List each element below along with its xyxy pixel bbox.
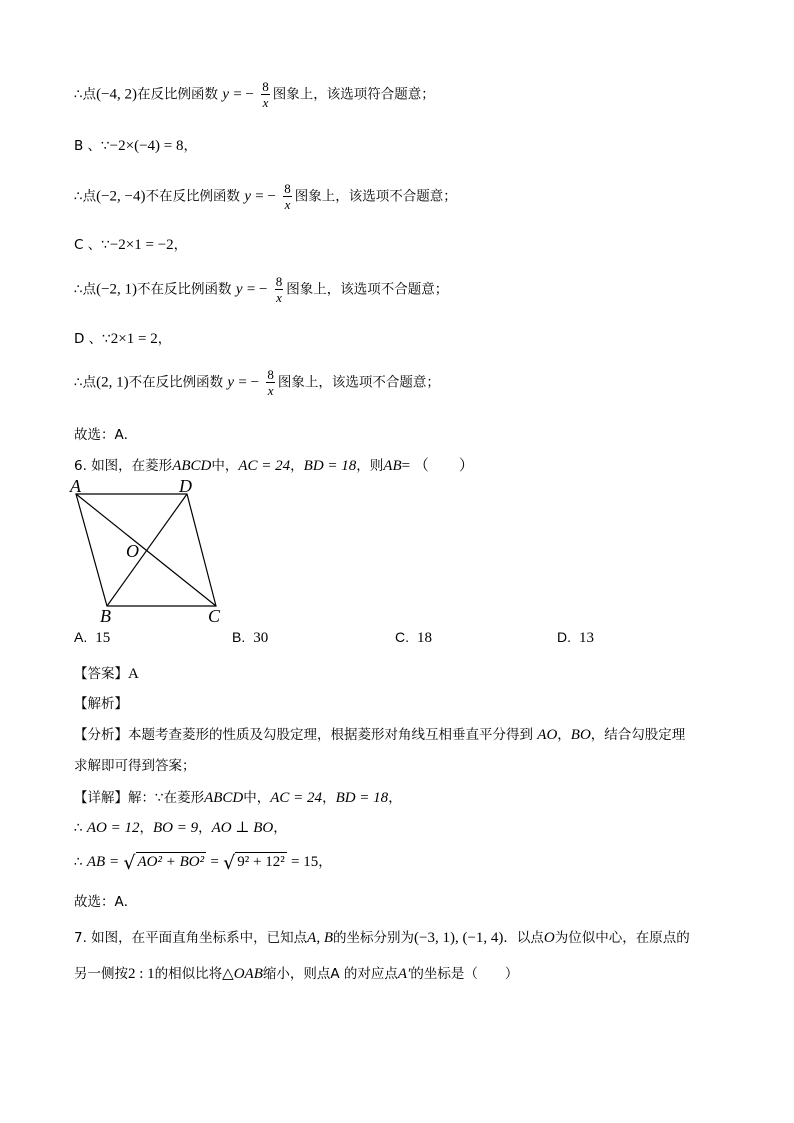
text: ，: [322, 790, 336, 806]
option-d-conclusion: [74, 368, 440, 397]
text: D 、∵: [74, 331, 111, 347]
text: ，: [273, 820, 287, 836]
answer-tag: 【答案】: [74, 666, 128, 682]
text: ，: [198, 820, 212, 836]
text: = （ ）: [401, 458, 474, 474]
text: ，: [183, 138, 197, 154]
text: ∴: [74, 854, 83, 870]
choose-answer-q6: 故选：A．: [74, 894, 138, 910]
text: ，: [557, 727, 571, 743]
option-b-conclusion: [74, 182, 457, 211]
math: ABCD: [204, 790, 244, 806]
fn-eq: = −: [255, 188, 276, 205]
text: 图象上，该选项符合题意；: [272, 86, 435, 103]
text: 不在反比例函数: [137, 281, 232, 298]
rhombus-figure: [66, 476, 236, 624]
option-d-check: [74, 327, 171, 348]
math: AO: [537, 727, 558, 743]
text: 的坐标是（ ）: [410, 966, 519, 982]
text: ，: [290, 458, 304, 474]
label-d: D: [179, 476, 192, 496]
math: BO: [570, 727, 591, 743]
text: 中，: [243, 790, 271, 806]
math: =: [210, 854, 219, 870]
text: 图象上，该选项不合题意；: [277, 374, 440, 391]
fenxi-tag: 【分析】: [74, 727, 128, 743]
question-7-line2: [74, 962, 518, 983]
sqrt-sign: √: [123, 852, 136, 874]
detail-tag: 【详解】: [74, 790, 128, 806]
point: (−2, −4): [96, 188, 146, 205]
math: AC = 24: [270, 790, 323, 806]
math: AB: [383, 458, 402, 474]
text: ∴点: [74, 86, 97, 103]
text: ，: [173, 237, 188, 253]
fn-y: y: [235, 281, 243, 298]
text: ∴点: [74, 188, 97, 205]
text: 图象上，该选项不合题意；: [286, 281, 449, 298]
point: (−4, 2): [96, 86, 138, 103]
math: AO ⊥ BO: [211, 820, 274, 836]
math: = 15: [291, 854, 319, 870]
answer-value: A: [128, 666, 139, 682]
label-c: C: [208, 606, 221, 624]
fenxi-line2: 求解即可得到答案；: [74, 758, 196, 774]
math: A, B: [307, 930, 333, 946]
option-d: D. 13: [557, 629, 594, 646]
text: 中，: [211, 458, 239, 474]
math: BD = 18: [335, 790, 389, 806]
fn-y: y: [244, 188, 251, 205]
option-b: B. 30: [232, 629, 269, 646]
diagonal-bd: [107, 494, 187, 606]
text: 的相似比将: [154, 966, 223, 982]
text: ，则: [356, 458, 384, 474]
step-1: [74, 816, 287, 837]
text: 不在反比例函数: [128, 374, 224, 391]
fraction: $\frac{8}{x}$: [267, 367, 274, 398]
expr: 2×1 = 2: [110, 331, 158, 347]
text: ，: [157, 331, 172, 347]
text: ，结合勾股定理: [590, 727, 686, 743]
expr: −2×(−4) = 8: [109, 138, 184, 154]
fn-y: y: [222, 86, 230, 103]
label-b: B: [100, 606, 111, 624]
option-c: C. 18: [395, 629, 432, 646]
radicand: 9² + 12²: [237, 854, 285, 870]
diagonal-ac: [76, 494, 216, 606]
text: 如图，在菱形: [91, 458, 173, 474]
text: 的坐标分别为: [333, 930, 414, 946]
fenxi-line1: [74, 723, 685, 744]
point: (2, 1): [96, 374, 129, 391]
text: 在反比例函数: [137, 86, 219, 103]
text: ∴点: [74, 374, 97, 391]
detail-line: [74, 786, 402, 807]
math: A′: [397, 966, 411, 982]
text: ，: [388, 790, 402, 806]
fraction: $\frac{8}{x}$: [262, 79, 269, 110]
text: 另一侧按: [74, 966, 128, 982]
option-c-conclusion: [74, 275, 448, 304]
text: ．以点: [503, 930, 544, 946]
fn-eq: = −: [233, 86, 254, 103]
fraction: $\frac{8}{x}$: [275, 274, 283, 305]
text: 7. 如图，在平面直角坐标系中，已知点: [74, 930, 308, 946]
fraction: $\frac{8}{x}$: [284, 181, 291, 212]
math: 2 : 1: [128, 966, 155, 982]
fn-eq: = −: [246, 281, 268, 298]
sqrt-sign: √: [223, 852, 236, 874]
math: AO = 12: [86, 820, 140, 836]
text: 解：∵在菱形: [128, 790, 205, 806]
text: 不在反比例函数: [145, 188, 241, 205]
fn-y: y: [227, 374, 235, 391]
math: AB =: [86, 854, 120, 870]
point: (−2, 1): [96, 281, 138, 298]
question-6: [74, 454, 474, 475]
question-7-line1: [74, 926, 690, 947]
text: ∴: [74, 820, 83, 836]
analysis-tag: 【解析】: [74, 696, 128, 712]
text: 本题考查菱形的性质及勾股定理，根据菱形对角线互相垂直平分得到: [128, 727, 533, 743]
radicand: AO² + BO²: [137, 854, 205, 870]
math: BD = 18: [303, 458, 357, 474]
text: ∴点: [74, 281, 97, 298]
option-c-check: [74, 233, 187, 254]
math: BO = 9: [153, 820, 199, 836]
answer-line: [74, 662, 139, 683]
math: O: [543, 930, 555, 946]
choose-answer-q5: 故选：A．: [74, 427, 138, 443]
text: ，: [318, 854, 332, 870]
label-a: A: [70, 476, 81, 496]
fn-eq: = −: [238, 374, 260, 391]
question-number: 6.: [74, 458, 87, 474]
math: ABCD: [172, 458, 212, 474]
text: ，: [139, 820, 154, 836]
math: AC = 24: [238, 458, 291, 474]
text: B 、∵: [74, 138, 110, 154]
label-o: O: [126, 541, 139, 561]
text: 缩小，则点A 的对应点: [262, 966, 398, 982]
text: 图象上，该选项不合题意；: [294, 188, 457, 205]
option-a-conclusion: [74, 80, 435, 109]
text: 为位似中心，在原点的: [554, 930, 690, 946]
math: △OAB: [222, 966, 263, 982]
text: C 、∵: [74, 237, 110, 253]
step-2: [74, 850, 332, 874]
option-a: A. 15: [74, 629, 111, 646]
option-b-check: [74, 134, 197, 155]
expr: −2×1 = −2: [109, 237, 174, 253]
math: (−3, 1), (−1, 4): [414, 930, 504, 946]
